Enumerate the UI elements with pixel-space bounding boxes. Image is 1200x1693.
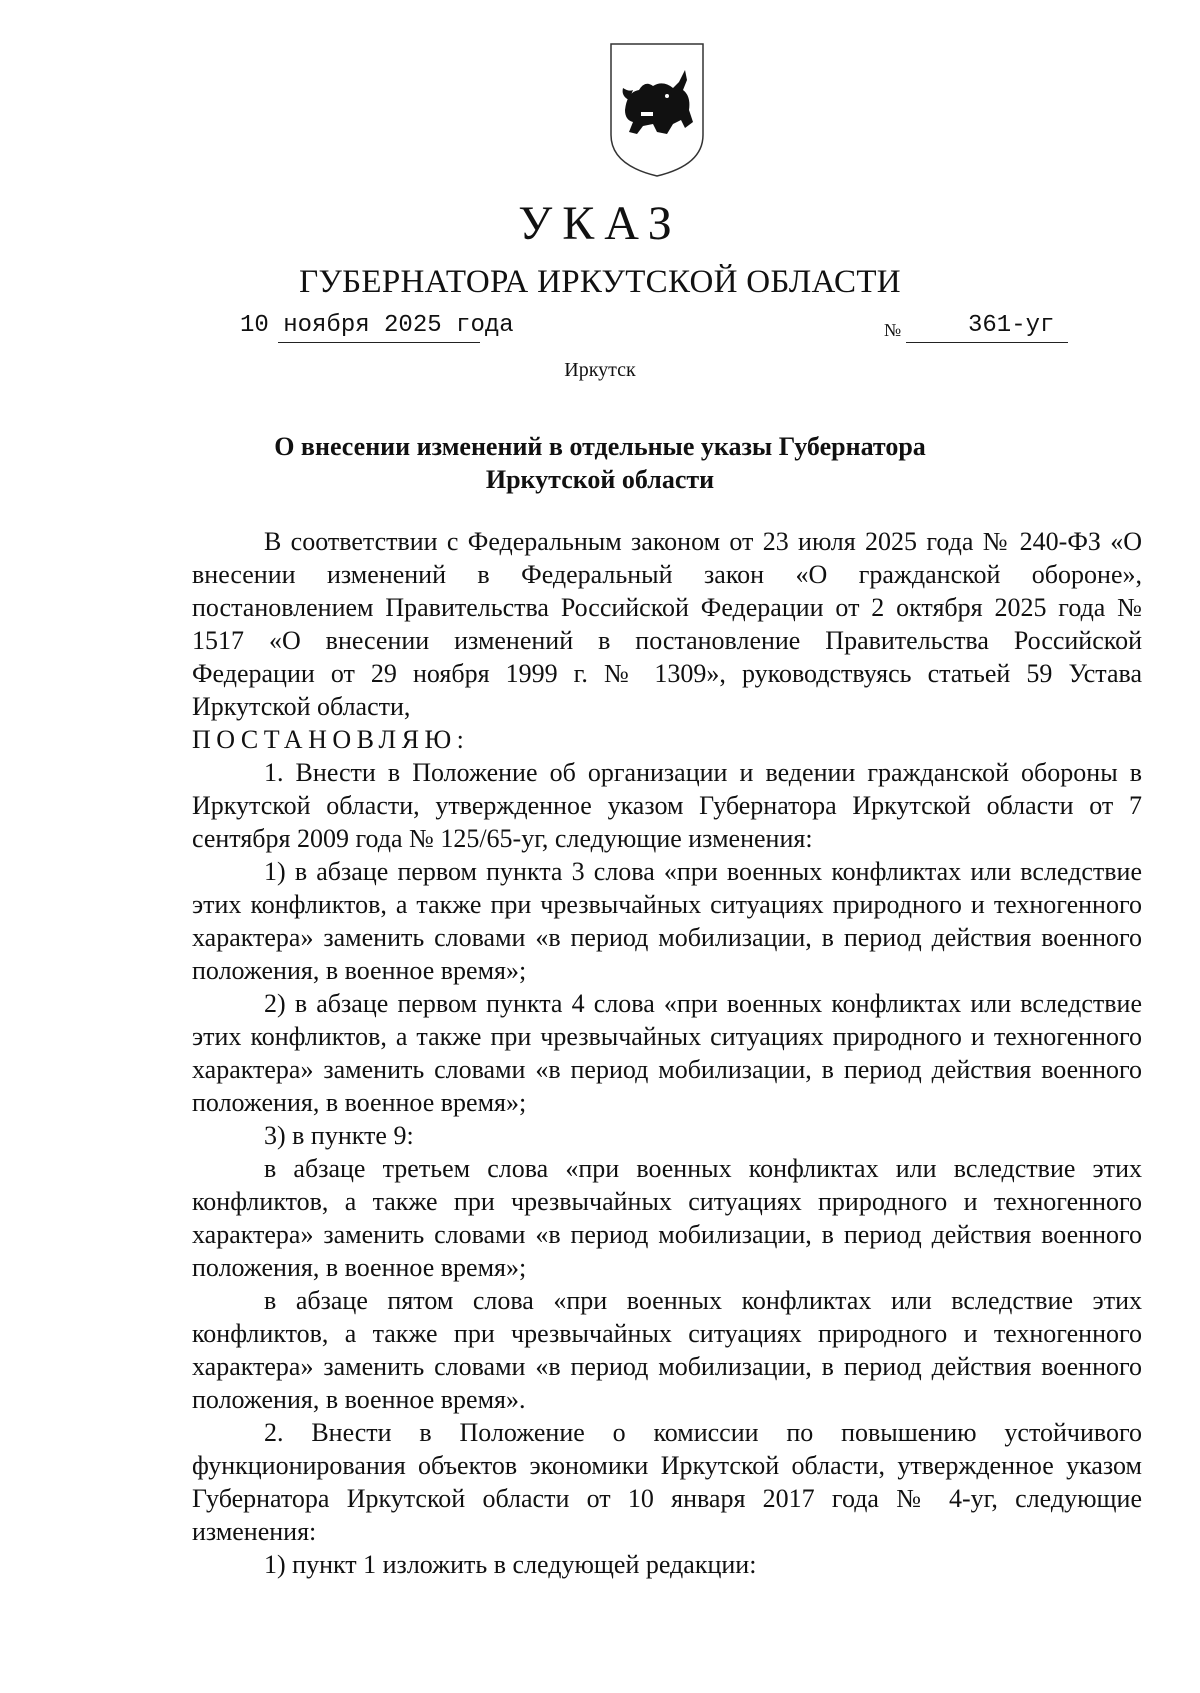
date-underline (278, 342, 480, 343)
body-paragraph: в абзаце пятом слова «при военных конфликтах или вследствие этих конфликтов, а также при чрезвычайных ситуациях природного и техногенного характера» заменить словами «в период мобилизации, в период действия военного положения, в военное время». (192, 1286, 1142, 1414)
decree-number: 361-уг (968, 312, 1055, 339)
subject-line: Иркутской области (485, 465, 715, 494)
body-paragraph: 1) в абзаце первом пункта 3 слова «при военных конфликтах или вследствие этих конфликтов, а также при чрезвычайных ситуациях природного и техногенного характера» заменить словами «в период мобилизации, в период действия военного положения, в военное время»; (192, 857, 1142, 985)
decree-date: 10 ноября 2025 года (240, 312, 514, 339)
body-paragraph: 3) в пункте 9: (264, 1121, 414, 1150)
decree-city: Иркутск (564, 359, 636, 381)
body-paragraph: 2. Внести в Положение о комиссии по повышению устойчивого функционирования объектов экономики Иркутской области, утвержденное указом Губернатора Иркутской области от 10 января 2017 года № 4-уг, следующие изменения: (192, 1418, 1142, 1546)
body-paragraph: 1. Внести в Положение об организации и ведении гражданской обороны в Иркутской области, утвержденное указом Губернатора Иркутской области от 7 сентября 2009 года № 125/65-уг, следующие изменения: (192, 758, 1142, 853)
decree-subject (250, 430, 950, 496)
body-paragraph: в абзаце третьем слова «при военных конфликтах или вследствие этих конфликтов, а также при чрезвычайных ситуациях природного и техногенного характера» заменить словами «в период мобилизации, в период действия военного положения, в военное время»; (192, 1154, 1142, 1282)
coat-of-arms-icon (607, 40, 707, 180)
number-sign: № (884, 320, 902, 340)
subject-line: О внесении изменений в отдельные указы Губернатора (274, 432, 926, 461)
decree-title: УКАЗ (518, 197, 682, 250)
decree-authority: ГУБЕРНАТОРА ИРКУТСКОЙ ОБЛАСТИ (299, 264, 901, 300)
body-paragraph: 2) в абзаце первом пункта 4 слова «при военных конфликтах или вследствие этих конфликтов, а также при чрезвычайных ситуациях природного и техногенного характера» заменить словами «в период мобилизации, в период действия военного положения, в военное время»; (192, 989, 1142, 1117)
decree-body (192, 525, 1142, 1581)
number-underline (906, 342, 1068, 343)
preamble-paragraph: В соответствии с Федеральным законом от 23 июля 2025 года № 240-ФЗ «О внесении изменений в Федеральный закон «О гражданской обороне», постановлением Правительства Российской Федерации от 2 октября 2025 года № 1517 «О внесении изменений в постановление Правительства Российской Федерации от 29 ноября 1999 г. № 1309», руководствуясь статьей 59 Устава Иркутской области, (192, 527, 1142, 721)
decision-word: ПОСТАНОВЛЯЮ: (192, 725, 470, 754)
body-paragraph: 1) пункт 1 изложить в следующей редакции: (264, 1550, 757, 1579)
